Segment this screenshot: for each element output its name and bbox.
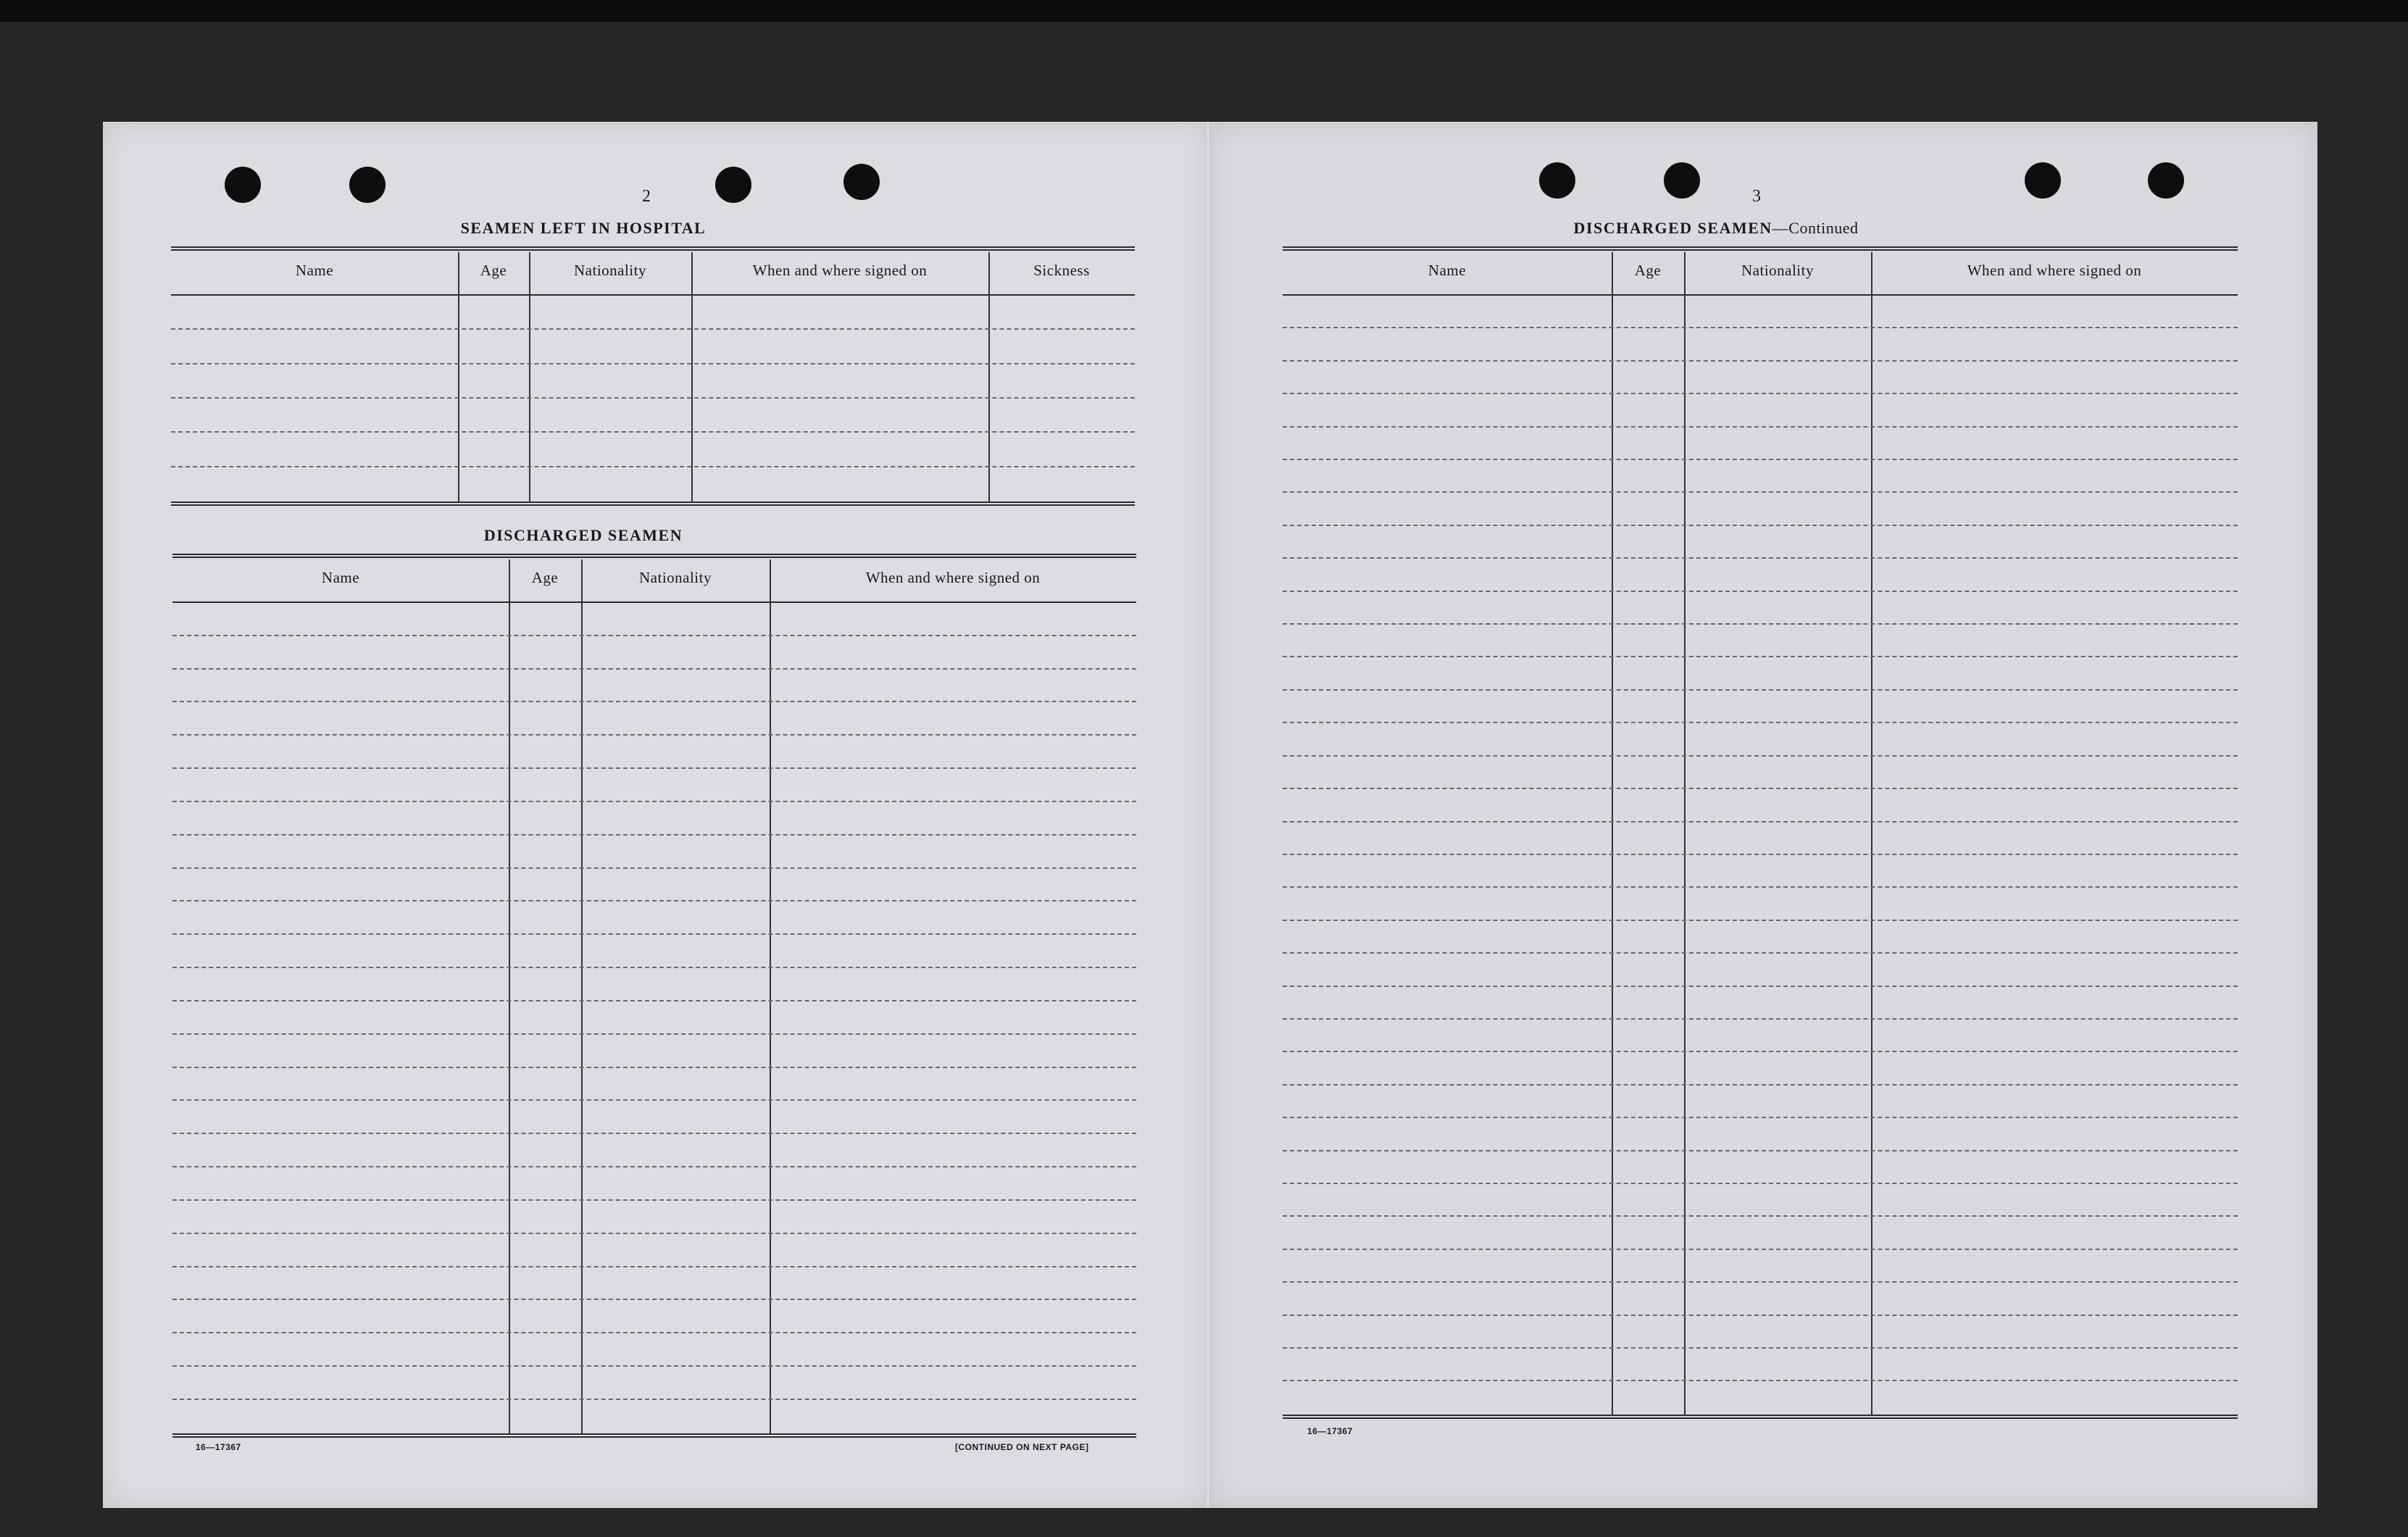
blank-entry-row[interactable] bbox=[172, 1267, 1136, 1301]
blank-entry-row[interactable] bbox=[171, 399, 1135, 433]
punch-hole-icon bbox=[1664, 162, 1700, 199]
column-header: Nationality bbox=[1741, 262, 1814, 279]
blank-entry-row[interactable] bbox=[172, 1134, 1136, 1167]
blank-entry-row[interactable] bbox=[172, 1201, 1136, 1234]
column-header: Age bbox=[1634, 262, 1662, 279]
blank-entry-row[interactable] bbox=[1283, 1283, 2238, 1315]
blank-entry-row[interactable] bbox=[172, 802, 1136, 836]
punch-hole-icon bbox=[1539, 162, 1575, 199]
blank-entry-row[interactable] bbox=[1283, 362, 2238, 394]
column-header: Name bbox=[1428, 262, 1467, 279]
punch-hole-icon bbox=[843, 164, 880, 200]
blank-entry-row[interactable] bbox=[172, 869, 1136, 902]
blank-entry-row[interactable] bbox=[172, 769, 1136, 802]
blank-entry-row[interactable] bbox=[172, 1300, 1136, 1333]
table-top-rule bbox=[171, 246, 1135, 251]
scanner-top-band bbox=[0, 0, 2408, 22]
blank-entry-row[interactable] bbox=[1283, 1184, 2238, 1217]
blank-entry-row[interactable] bbox=[1283, 723, 2238, 756]
blank-entry-row[interactable] bbox=[172, 1001, 1136, 1035]
blank-entry-row[interactable] bbox=[1283, 757, 2238, 789]
blank-entry-row[interactable] bbox=[1283, 493, 2238, 525]
blank-entry-row[interactable] bbox=[1283, 1052, 2238, 1085]
blank-entry-row[interactable] bbox=[1283, 987, 2238, 1020]
blank-entry-row[interactable] bbox=[1283, 1316, 2238, 1349]
column-header: Sickness bbox=[1033, 262, 1090, 279]
blank-entry-row[interactable] bbox=[1283, 691, 2238, 723]
table-body bbox=[1283, 296, 2238, 1415]
form-number: 16—17367 bbox=[1307, 1426, 1353, 1436]
column-header: When and where signed on bbox=[865, 569, 1041, 586]
column-header: Age bbox=[531, 569, 559, 586]
blank-entry-row[interactable] bbox=[171, 330, 1135, 364]
punch-hole-icon bbox=[2148, 162, 2184, 199]
table-header bbox=[172, 559, 1136, 601]
punch-hole-icon bbox=[715, 167, 751, 203]
blank-entry-row[interactable] bbox=[1283, 428, 2238, 460]
blank-entry-row[interactable] bbox=[1283, 1020, 2238, 1052]
blank-entry-row[interactable] bbox=[1283, 855, 2238, 888]
blank-entry-row[interactable] bbox=[1283, 559, 2238, 591]
column-header: Name bbox=[295, 262, 334, 279]
table-top-rule bbox=[172, 554, 1136, 558]
blank-entry-row[interactable] bbox=[1283, 657, 2238, 690]
blank-entry-row[interactable] bbox=[172, 836, 1136, 869]
blank-entry-row[interactable] bbox=[171, 433, 1135, 467]
continued-note: [CONTINUED ON NEXT PAGE] bbox=[955, 1442, 1089, 1452]
blank-entry-row[interactable] bbox=[172, 1333, 1136, 1367]
blank-entry-row[interactable] bbox=[172, 1367, 1136, 1400]
table-header bbox=[1283, 252, 2238, 294]
discharged-continued-table bbox=[1283, 246, 2238, 1419]
blank-entry-row[interactable] bbox=[171, 467, 1135, 501]
table-header bbox=[171, 252, 1135, 294]
form-number: 16—17367 bbox=[196, 1442, 241, 1452]
blank-entry-row[interactable] bbox=[1283, 954, 2238, 986]
blank-entry-row[interactable] bbox=[1283, 921, 2238, 954]
column-header: When and where signed on bbox=[1967, 262, 2142, 279]
blank-entry-row[interactable] bbox=[172, 1400, 1136, 1433]
discharged-section-title: DISCHARGED SEAMEN bbox=[483, 526, 683, 544]
page-number: 2 bbox=[642, 187, 651, 206]
blank-entry-row[interactable] bbox=[1283, 1217, 2238, 1249]
punch-hole-icon bbox=[2025, 162, 2061, 199]
blank-entry-row[interactable] bbox=[1283, 296, 2238, 328]
blank-entry-row[interactable] bbox=[172, 1167, 1136, 1201]
blank-entry-row[interactable] bbox=[172, 901, 1136, 935]
column-header: Age bbox=[480, 262, 507, 279]
right-page bbox=[1209, 122, 2317, 1508]
blank-entry-row[interactable] bbox=[1283, 1118, 2238, 1151]
blank-entry-row[interactable] bbox=[171, 296, 1135, 330]
table-body bbox=[171, 296, 1135, 501]
blank-entry-row[interactable] bbox=[1283, 822, 2238, 855]
blank-entry-row[interactable] bbox=[172, 636, 1136, 670]
column-header: Nationality bbox=[574, 262, 646, 279]
blank-entry-row[interactable] bbox=[1283, 526, 2238, 559]
punch-hole-icon bbox=[349, 167, 386, 203]
blank-entry-row[interactable] bbox=[1283, 328, 2238, 361]
blank-entry-row[interactable] bbox=[1283, 592, 2238, 625]
hospital-table bbox=[171, 246, 1135, 506]
blank-entry-row[interactable] bbox=[1283, 789, 2238, 822]
blank-entry-row[interactable] bbox=[1283, 1250, 2238, 1283]
punch-hole-icon bbox=[225, 167, 261, 203]
discharged-table bbox=[172, 554, 1136, 1438]
section-title-text: DISCHARGED SEAMEN bbox=[1573, 219, 1772, 237]
column-header: Name bbox=[321, 569, 360, 586]
blank-entry-row[interactable] bbox=[172, 670, 1136, 703]
discharged-continued-title bbox=[1209, 219, 2223, 238]
blank-entry-row[interactable] bbox=[1283, 460, 2238, 493]
blank-entry-row[interactable] bbox=[172, 603, 1136, 636]
blank-entry-row[interactable] bbox=[1283, 1151, 2238, 1184]
blank-entry-row[interactable] bbox=[172, 1068, 1136, 1101]
blank-entry-row[interactable] bbox=[172, 736, 1136, 769]
table-top-rule bbox=[1283, 246, 2238, 251]
table-body bbox=[172, 603, 1136, 1433]
table-bottom-rule bbox=[172, 1433, 1136, 1438]
table-bottom-rule bbox=[1283, 1415, 2238, 1419]
section-title-suffix: —Continued bbox=[1772, 219, 1859, 237]
blank-entry-row[interactable] bbox=[1283, 1349, 2238, 1381]
blank-entry-row[interactable] bbox=[1283, 888, 2238, 920]
blank-entry-row[interactable] bbox=[172, 1101, 1136, 1134]
blank-entry-row[interactable] bbox=[1283, 394, 2238, 427]
blank-entry-row[interactable] bbox=[172, 968, 1136, 1001]
blank-entry-row[interactable] bbox=[1283, 1381, 2238, 1414]
blank-entry-row[interactable] bbox=[172, 702, 1136, 736]
column-header: Nationality bbox=[639, 569, 712, 586]
blank-entry-row[interactable] bbox=[171, 365, 1135, 399]
blank-entry-row[interactable] bbox=[1283, 1086, 2238, 1118]
left-page bbox=[103, 122, 1209, 1508]
blank-entry-row[interactable] bbox=[172, 1234, 1136, 1267]
column-header: When and where signed on bbox=[752, 262, 928, 279]
blank-entry-row[interactable] bbox=[172, 1035, 1136, 1068]
blank-entry-row[interactable] bbox=[1283, 625, 2238, 657]
table-bottom-rule bbox=[171, 501, 1135, 506]
blank-entry-row[interactable] bbox=[172, 935, 1136, 968]
hospital-section-title: SEAMEN LEFT IN HOSPITAL bbox=[460, 219, 707, 237]
page-number: 3 bbox=[1752, 187, 1761, 206]
